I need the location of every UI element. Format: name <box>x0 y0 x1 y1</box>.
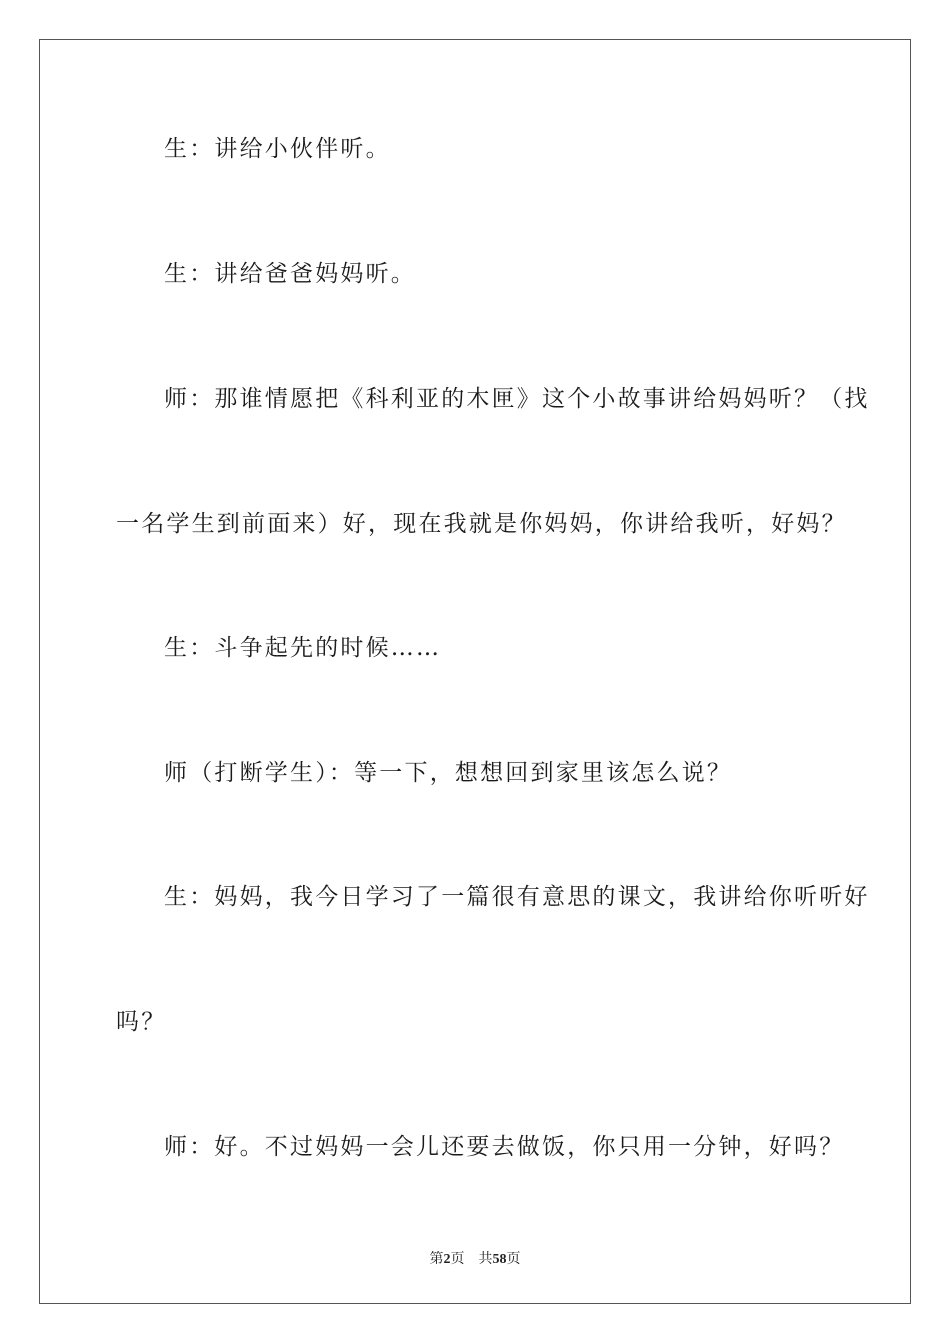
paragraph-line: 生：斗争起先的时候…… <box>164 635 442 661</box>
paragraph-line: 师：那谁情愿把《科利亚的木匣》这个小故事讲给妈妈听？（找 <box>164 386 870 412</box>
paragraph-line: 生：讲给爸爸妈妈听。 <box>164 261 416 287</box>
paragraph-line: 师（打断学生）：等一下，想想回到家里该怎么说？ <box>164 760 733 786</box>
paragraph-line: 一名学生到前面来）好，现在我就是你妈妈，你讲给我听，好妈？ <box>116 511 847 537</box>
paragraph-line: 吗？ <box>116 1009 167 1035</box>
total-prefix: 共 <box>478 1252 493 1267</box>
paragraph-line: 生：妈妈，我今日学习了一篇很有意思的课文，我讲给你听听好 <box>164 884 870 910</box>
page-suffix: 页 <box>450 1252 465 1267</box>
page-prefix: 第 <box>429 1252 444 1267</box>
paragraph-line: 师：好。不过妈妈一会儿还要去做饭，你只用一分钟，好吗？ <box>164 1134 845 1160</box>
total-suffix: 页 <box>506 1252 521 1267</box>
paragraph-line: 生：讲给小伙伴听。 <box>164 136 391 162</box>
page-frame <box>39 39 911 1304</box>
page-total: 58 <box>492 1252 507 1267</box>
page-footer <box>0 1248 950 1268</box>
page-current: 2 <box>443 1252 451 1267</box>
